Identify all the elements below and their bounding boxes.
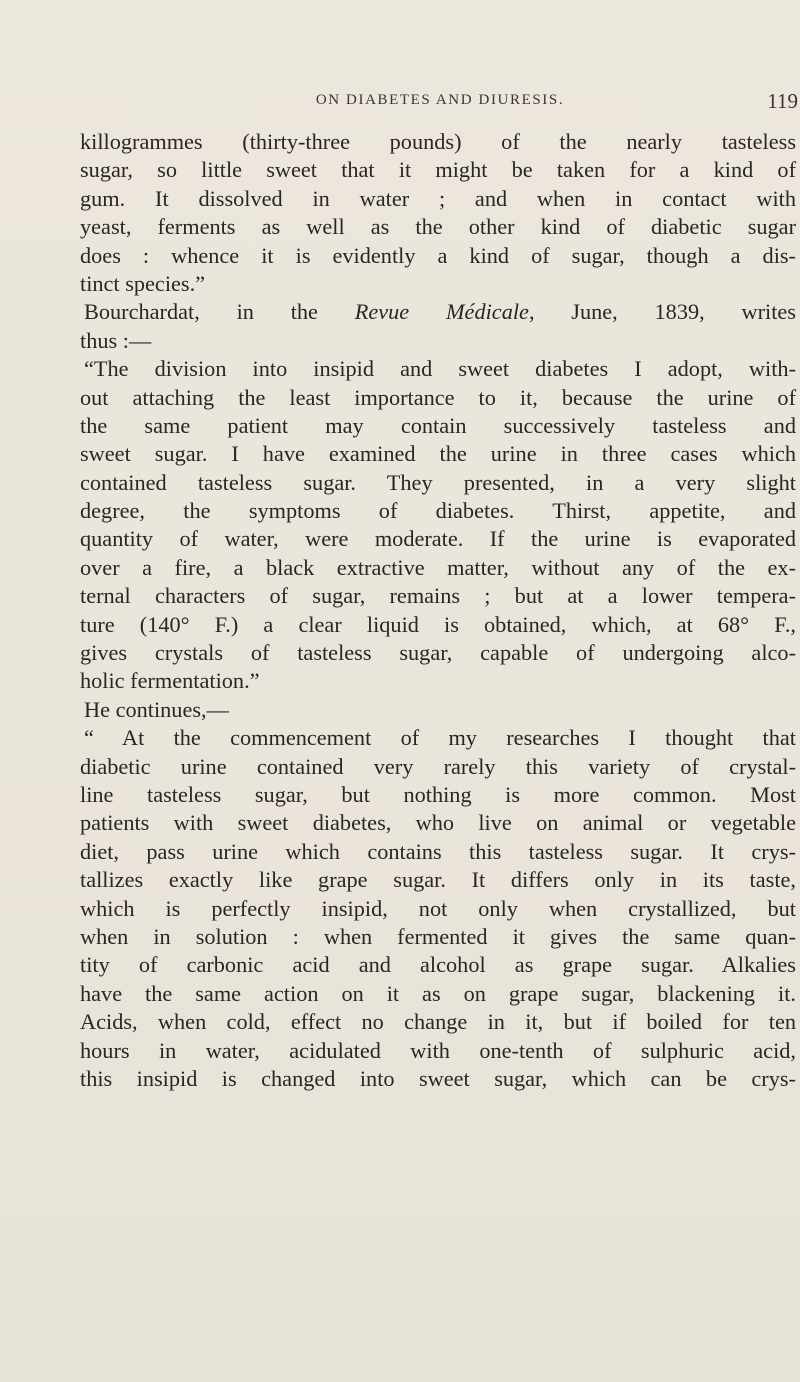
journal-title: Revue Médicale: [354, 299, 529, 325]
text-line: Acids, when cold, effect no change in it, but if boiled for ten: [80, 1009, 796, 1035]
text-line: degree, the symptoms of diabetes. Thirst, appetite, and: [80, 498, 796, 524]
page-number: 119: [767, 89, 798, 113]
text-line: out attaching the least importance to it, because the urine of: [80, 384, 796, 410]
text-line: [80, 298, 796, 326]
text-line: gum. It dissolved in water ; and when in contact with: [80, 185, 796, 211]
body-text: [80, 128, 796, 1093]
text-line: does : whence it is evidently a kind of sugar, though a dis-: [80, 242, 796, 268]
text-line: tallizes exactly like grape sugar. It differs only in its taste,: [80, 867, 796, 893]
text-line: gives crystals of tasteless sugar, capable of undergoing alco-: [80, 640, 796, 666]
text-line: tinct species.”: [80, 270, 206, 296]
text-line: thus :—: [80, 327, 152, 353]
text-line: He continues,—: [84, 696, 229, 722]
text-line: have the same action on it as on grape sugar, blackening it.: [80, 980, 796, 1006]
text-line: line tasteless sugar, but nothing is more common. Most: [80, 781, 796, 807]
text-line: hours in water, acidulated with one-tenth of sulphuric acid,: [80, 1037, 796, 1063]
text-line: this insipid is changed into sweet sugar, which can be crys-: [80, 1065, 796, 1091]
text-segment: , June, 1839, writes: [528, 299, 796, 325]
text-line: the same patient may contain successively tasteless and: [80, 412, 796, 438]
text-line: holic fermentation.”: [80, 668, 260, 694]
text-line: which is perfectly insipid, not only when crystallized, but: [80, 895, 796, 921]
text-line: ture (140° F.) a clear liquid is obtained, which, at 68° F.,: [80, 611, 796, 637]
text-line: yeast, ferments as well as the other kind of diabetic sugar: [80, 214, 796, 240]
text-line: quantity of water, were moderate. If the urine is evaporated: [80, 526, 796, 552]
running-head: [80, 89, 800, 118]
text-line: “The division into insipid and sweet diabetes I adopt, with-: [84, 356, 796, 382]
text-segment: Bourchardat, in the: [84, 299, 355, 325]
text-line: “ At the commencement of my researches I thought that: [84, 725, 796, 751]
text-line: ternal characters of sugar, remains ; but at a lower tempera-: [80, 583, 796, 609]
text-line: killogrammes (thirty-three pounds) of the nearly tasteless: [80, 129, 796, 154]
text-line: when in solution : when fermented it gives the same quan-: [80, 923, 796, 949]
text-line: tity of carbonic acid and alcohol as grape sugar. Alkalies: [80, 952, 796, 978]
text-line: over a fire, a black extractive matter, without any of the ex-: [80, 554, 796, 580]
text-line: patients with sweet diabetes, who live on animal or vegetable: [80, 810, 796, 836]
running-title: ON DIABETES AND DIURESIS.: [315, 92, 565, 108]
text-line: diabetic urine contained very rarely this variety of crystal-: [80, 753, 796, 779]
text-line: sweet sugar. I have examined the urine in three cases which: [80, 441, 796, 467]
text-line: contained tasteless sugar. They presented, in a very slight: [80, 469, 796, 495]
text-line: diet, pass urine which contains this tasteless sugar. It crys-: [80, 838, 796, 864]
text-line: sugar, so little sweet that it might be taken for a kind of: [80, 157, 796, 183]
